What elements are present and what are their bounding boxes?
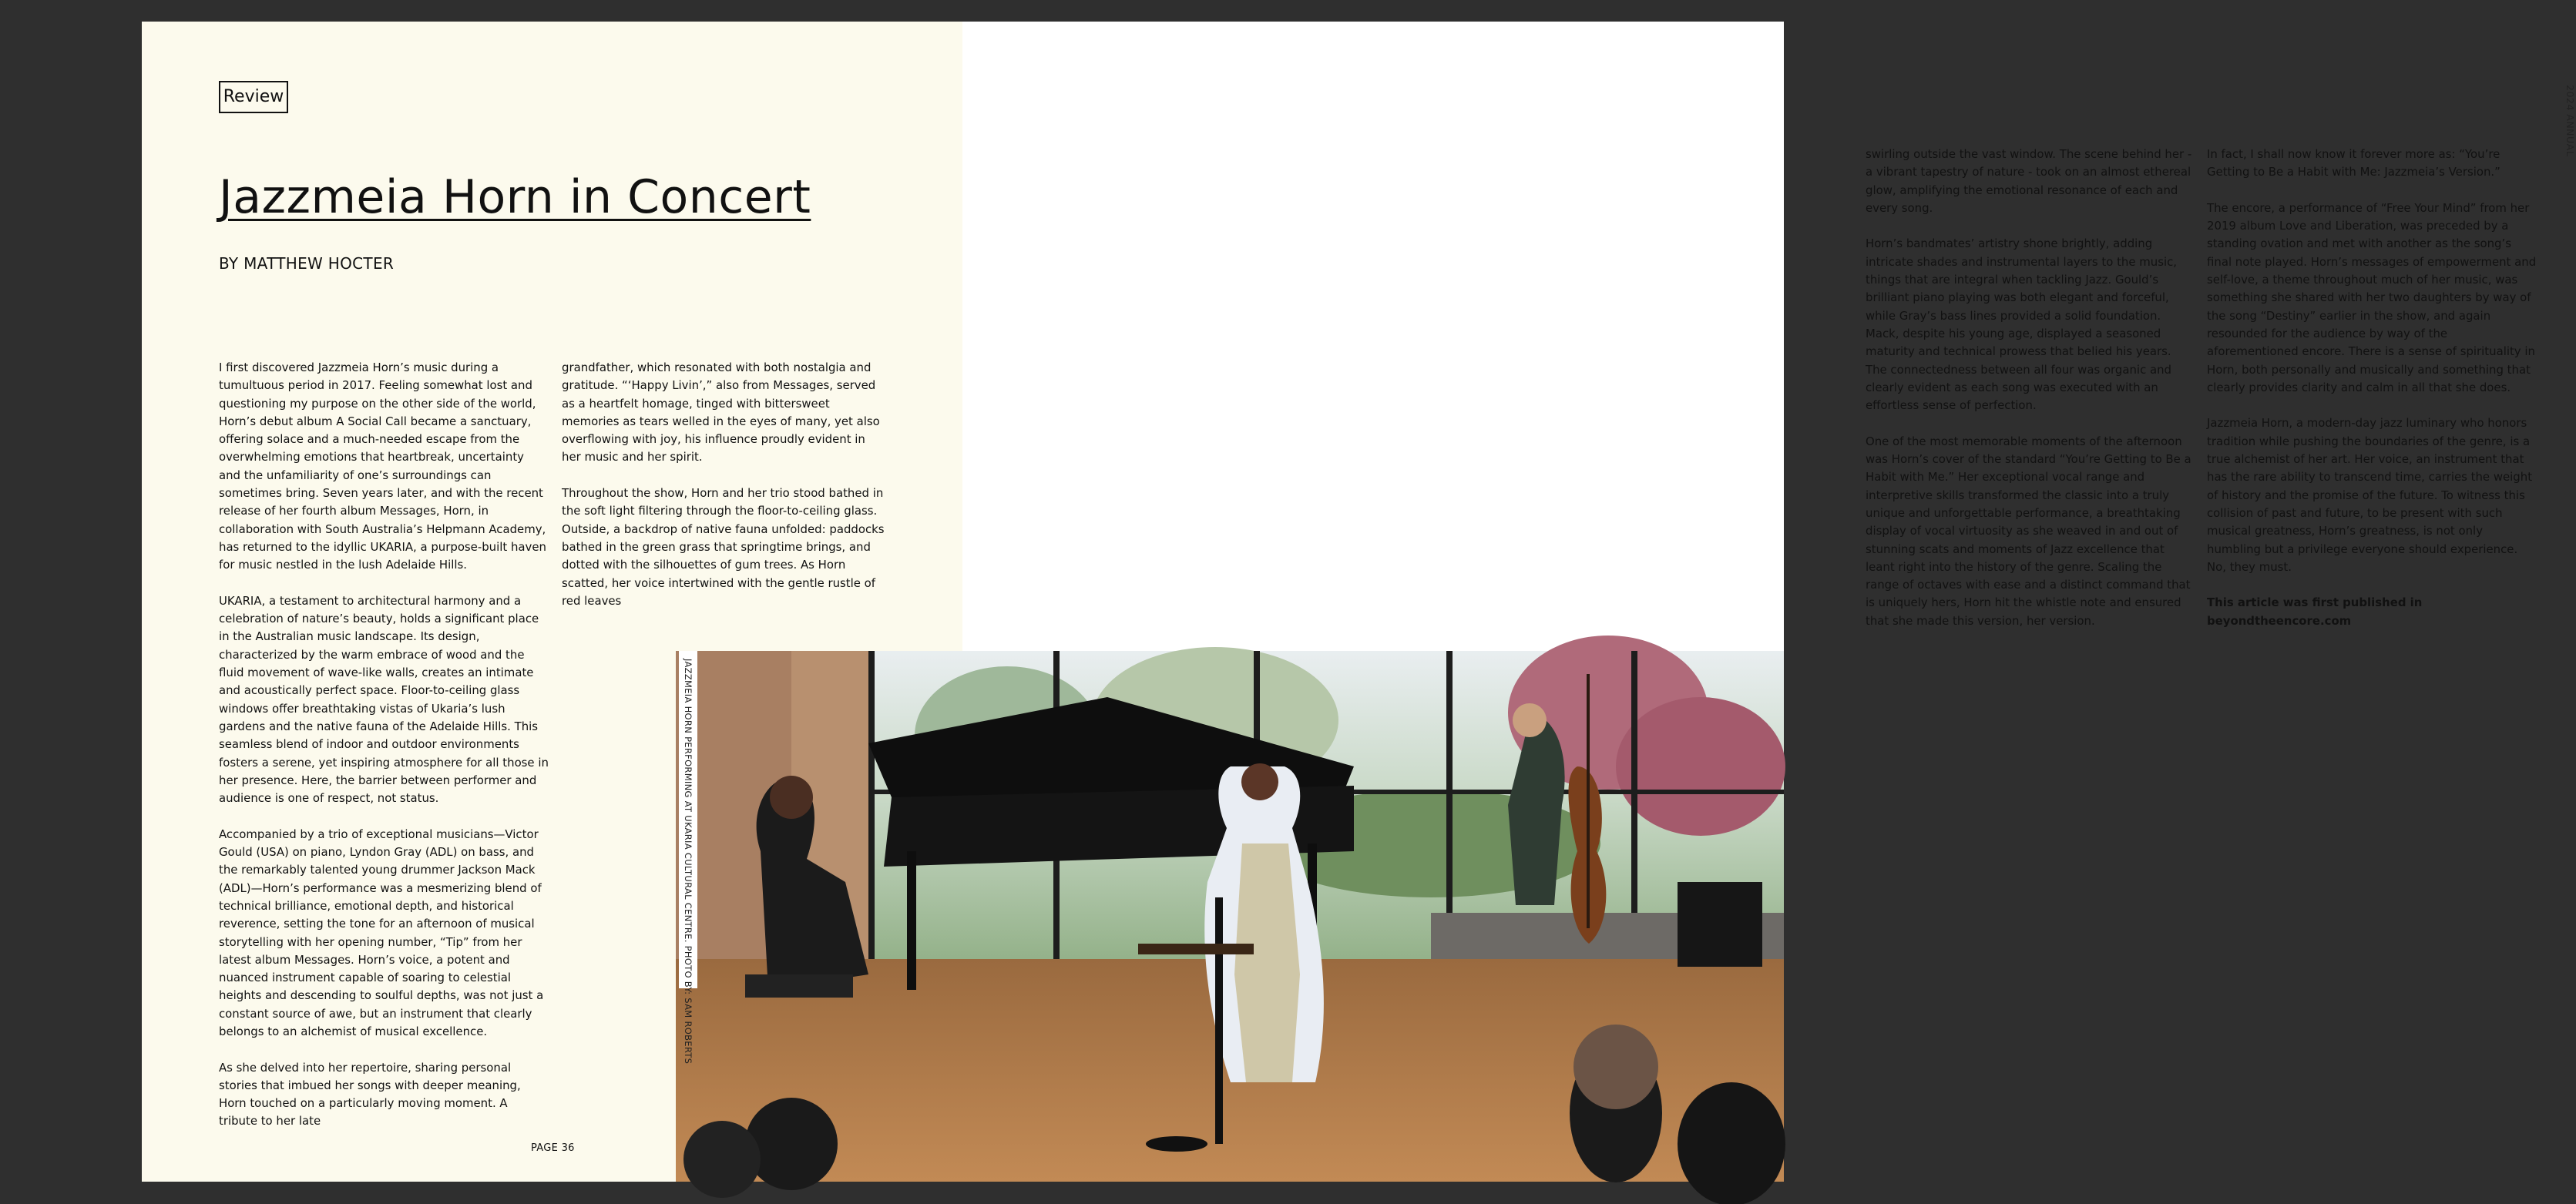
- byline: BY MATTHEW HOCTER: [219, 254, 395, 273]
- paragraph: Horn’s bandmates’ artistry shone brightly, adding intricate shades and instrumental layers to the music, things that are integral when tackling Jazz. Gould’s brilliant piano playing was both elegant and forceful, while Gray’s bass lines provided a solid foundation. Mack, despite his young age, displayed a seasoned maturity and technical prowess that belied his years. The connectedness between all four was organic and clearly evident as each song was executed with an effortless sense of perfection.: [1866, 236, 2178, 413]
- paragraph: UKARIA, a testament to architectural harmony and a celebration of nature’s beauty, holds a significant place in the Australian music landscape. Its design, characterized by the warm embrace of wood and the fluid movement of wave-like walls, creates an intimate and acoustically perfect space. Floor-to-ceiling glass windows offer breathtaking vistas of Ukaria’s lush gardens and the native fauna of the Adelaide Hills. This seamless blend of indoor and outdoor environments fosters a serene, yet inspiring atmosphere for all those in her presence. Here, the barrier between performer and audience is one of respect, not status.: [219, 593, 549, 806]
- paragraph: One of the most memorable moments of the afternoon was Horn’s cover of the standard “You’re Getting to Be a Habit with Me.” Her exceptional vocal range and interpretive skills transformed the classic into a truly unique and unforgettable performance, a breathtaking display of vocal virtuosity as she weaved in and out of stunning scats and moments of Jazz excellence that leant right into the history of the genre. Scaling the range of octaves with ease and a distinct command that is uniquely hers, Horn hit the whistle note and ensured that she made this version, her version.: [1866, 434, 2191, 628]
- paragraph: Jazzmeia Horn, a modern-day jazz luminary who honors tradition while pushing the boundaries of the genre, is a true alchemist of her art. Her voice, an instrument that has the rare ability to transcend time, carries the weight of history and the promise of the future. To witness this collision of past and future, to be present with such musical greatness, Horn’s greatness, is not only humbling but a privilege everyone should experience. No, they must.: [2207, 416, 2533, 574]
- paragraph: Throughout the show, Horn and her trio stood bathed in the soft light filtering through the floor-to-ceiling glass. Outside, a backdrop of native fauna unfolded: paddocks bathed in the green grass that springtime brings, and dotted with the silhouettes of gum trees. As Horn scatted, her voice intertwined with the gentle rustle of red leaves: [562, 486, 885, 608]
- page-number: PAGE 36: [531, 1142, 575, 1154]
- concert-photo: [676, 651, 1784, 1182]
- section-tag: Review: [219, 81, 288, 113]
- paragraph: As she delved into her repertoire, sharing personal stories that imbued her songs with deeper meaning, Horn touched on a particularly moving moment. A tribute to her late: [219, 1060, 521, 1129]
- paragraph: The encore, a performance of “Free Your Mind” from her 2019 album Love and Liberation, was preceded by a standing ovation and met with another as the song’s final note played. Horn’s messages of empowerment and self-love, a theme throughout much of her music, was something she shared with her two daughters by way of the song “Destiny” earlier in the show, and again resounded for the audience by way of the aforementioned encore. There is a sense of spirituality in Horn, both personally and musically and something that clearly provides clarity and calm in all that she does.: [2207, 200, 2537, 394]
- paragraph: grandfather, which resonated with both nostalgia and gratitude. “‘Happy Livin’,” also from Messages, served as a heartfelt homage, tinged with bittersweet memories as tears welled in the eyes of many, yet also overflowing with joy, his influence proudly evident in her music and her spirit.: [562, 361, 880, 464]
- paragraph: I first discovered Jazzmeia Horn’s music during a tumultuous period in 2017. Feeling somewhat lost and questioning my purpose on the other side of the world, Horn’s debut album A Social Call became a sanctuary, offering solace and a much-needed escape from the overwhelming emotions that heartbreak, uncertainty and the unfamiliarity of one’s surroundings can sometimes bring. Seven years later, and with the recent release of her fourth album Messages, Horn, in collaboration with South Australia’s Helpmann Academy, has returned to the idyllic UKARIA, a purpose-built haven for music nestled in the lush Adelaide Hills.: [219, 361, 546, 572]
- photo-caption-text: JAZZMEIA HORN PERFORMING AT UKARIA CULTURAL CENTRE. PHOTO BY: SAM ROBERTS: [683, 659, 694, 1065]
- paragraph: In fact, I shall now know it forever more as: “You’re Getting to Be a Habit with Me: Jazzmeia’s Version.”: [2207, 147, 2500, 179]
- edition-label: 2024 ANNUAL: [2564, 85, 2576, 157]
- photo-caption: [679, 651, 697, 1065]
- magazine-spread: [142, 22, 2576, 1182]
- body-column-4: [2207, 146, 2538, 630]
- publication-note: This article was first published in beyondtheencore.com: [2207, 595, 2423, 628]
- paragraph: swirling outside the vast window. The scene behind her - a vibrant tapestry of nature - took on an almost ethereal glow, amplifying the emotional resonance of each and every song.: [1866, 147, 2192, 215]
- concert-illustration: [676, 651, 1784, 1182]
- body-column-2: [562, 359, 885, 610]
- article-title: Jazzmeia Horn in Concert: [219, 170, 811, 224]
- paragraph: Accompanied by a trio of exceptional musicians—Victor Gould (USA) on piano, Lyndon Gray (ADL) on bass, and the remarkably talented young drummer Jackson Mack (ADL)—Horn’s performance was a mesmerizing blend of technical brilliance, emotional depth, and historical reverence, setting the tone for an afternoon of musical storytelling with her opening number, “Tip” from her latest album Messages. Horn’s voice, a potent and nuanced instrument capable of soaring to celestial heights and descending to soulful depths, was not just a constant source of awe, but an instrument that clearly belongs to an alchemist of musical excellence.: [219, 827, 544, 1038]
- body-column-3: [1866, 146, 2193, 630]
- body-column-1: [219, 359, 549, 1131]
